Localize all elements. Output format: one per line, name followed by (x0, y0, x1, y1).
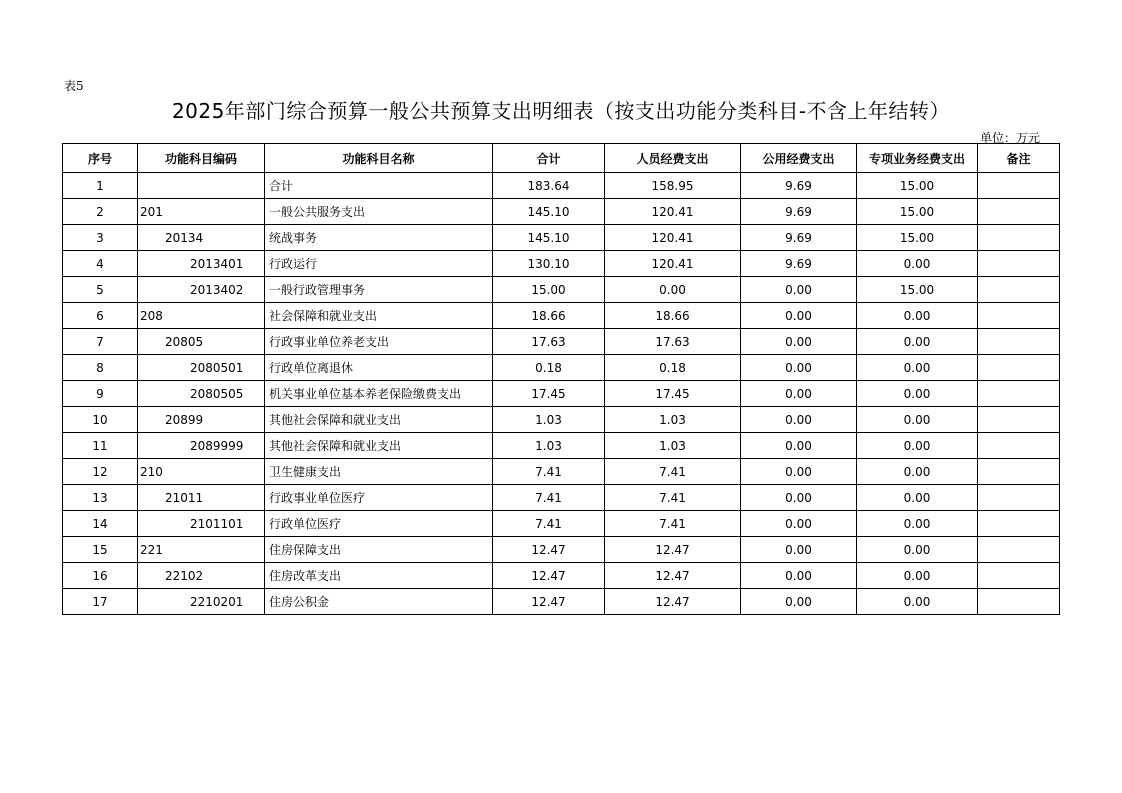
table-row (63, 303, 1060, 329)
cell-name: 其他社会保障和就业支出 (265, 407, 493, 433)
cell-personnel: 120.41 (605, 251, 741, 277)
cell-total: 15.00 (493, 277, 605, 303)
cell-code: 2080501 (138, 355, 265, 381)
cell-name: 社会保障和就业支出 (265, 303, 493, 329)
cell-public: 0.00 (741, 511, 857, 537)
cell-special: 0.00 (857, 303, 978, 329)
cell-code: 2089999 (138, 433, 265, 459)
cell-remark (978, 407, 1060, 433)
cell-total: 0.18 (493, 355, 605, 381)
cell-total: 7.41 (493, 485, 605, 511)
col-header-seq: 序号 (63, 144, 138, 173)
cell-seq: 12 (63, 459, 138, 485)
cell-personnel: 120.41 (605, 199, 741, 225)
table-label: 表5 (64, 79, 84, 93)
header-row (63, 144, 1060, 173)
cell-personnel: 158.95 (605, 173, 741, 199)
unit-label: 单位：万元 (980, 131, 1041, 145)
cell-seq: 1 (63, 173, 138, 199)
cell-personnel: 12.47 (605, 537, 741, 563)
cell-special: 0.00 (857, 251, 978, 277)
cell-total: 12.47 (493, 537, 605, 563)
cell-total: 1.03 (493, 407, 605, 433)
cell-total: 1.03 (493, 433, 605, 459)
cell-special: 15.00 (857, 199, 978, 225)
cell-total: 130.10 (493, 251, 605, 277)
cell-personnel: 1.03 (605, 407, 741, 433)
table-row (63, 485, 1060, 511)
cell-total: 17.45 (493, 381, 605, 407)
cell-code: 20899 (138, 407, 265, 433)
cell-special: 0.00 (857, 407, 978, 433)
cell-seq: 5 (63, 277, 138, 303)
expenditure-detail-table (62, 143, 1060, 615)
cell-seq: 3 (63, 225, 138, 251)
table-row (63, 563, 1060, 589)
cell-public: 0.00 (741, 485, 857, 511)
cell-name: 行政单位离退休 (265, 355, 493, 381)
table-row (63, 537, 1060, 563)
cell-seq: 9 (63, 381, 138, 407)
col-header-name: 功能科目名称 (265, 144, 493, 173)
table-body (63, 173, 1060, 615)
cell-total: 7.41 (493, 459, 605, 485)
cell-remark (978, 251, 1060, 277)
cell-code: 221 (138, 537, 265, 563)
cell-code: 22102 (138, 563, 265, 589)
cell-personnel: 1.03 (605, 433, 741, 459)
cell-personnel: 0.18 (605, 355, 741, 381)
cell-code: 201 (138, 199, 265, 225)
cell-code: 210 (138, 459, 265, 485)
cell-public: 0.00 (741, 355, 857, 381)
cell-public: 9.69 (741, 199, 857, 225)
cell-name: 住房保障支出 (265, 537, 493, 563)
col-header-personnel: 人员经费支出 (605, 144, 741, 173)
cell-personnel: 17.45 (605, 381, 741, 407)
cell-code: 2013402 (138, 277, 265, 303)
cell-seq: 7 (63, 329, 138, 355)
cell-remark (978, 589, 1060, 615)
col-header-public: 公用经费支出 (741, 144, 857, 173)
cell-remark (978, 199, 1060, 225)
table-row (63, 251, 1060, 277)
cell-remark (978, 277, 1060, 303)
cell-public: 0.00 (741, 459, 857, 485)
cell-public: 0.00 (741, 537, 857, 563)
cell-code: 2080505 (138, 381, 265, 407)
cell-special: 0.00 (857, 563, 978, 589)
cell-code: 20805 (138, 329, 265, 355)
cell-special: 0.00 (857, 485, 978, 511)
cell-seq: 11 (63, 433, 138, 459)
cell-public: 9.69 (741, 225, 857, 251)
cell-name: 其他社会保障和就业支出 (265, 433, 493, 459)
cell-public: 9.69 (741, 251, 857, 277)
cell-total: 7.41 (493, 511, 605, 537)
cell-name: 行政事业单位养老支出 (265, 329, 493, 355)
cell-code (138, 173, 265, 199)
cell-special: 0.00 (857, 381, 978, 407)
cell-personnel: 7.41 (605, 485, 741, 511)
cell-name: 行政运行 (265, 251, 493, 277)
cell-special: 0.00 (857, 355, 978, 381)
cell-public: 0.00 (741, 329, 857, 355)
cell-public: 0.00 (741, 433, 857, 459)
cell-name: 一般公共服务支出 (265, 199, 493, 225)
table-row (63, 277, 1060, 303)
cell-public: 0.00 (741, 563, 857, 589)
cell-remark (978, 485, 1060, 511)
col-header-special: 专项业务经费支出 (857, 144, 978, 173)
col-header-total: 合计 (493, 144, 605, 173)
table-row (63, 329, 1060, 355)
table-row (63, 355, 1060, 381)
cell-total: 12.47 (493, 589, 605, 615)
cell-remark (978, 329, 1060, 355)
cell-seq: 17 (63, 589, 138, 615)
table-row (63, 459, 1060, 485)
col-header-code: 功能科目编码 (138, 144, 265, 173)
table-row (63, 433, 1060, 459)
cell-remark (978, 563, 1060, 589)
cell-remark (978, 355, 1060, 381)
cell-total: 145.10 (493, 199, 605, 225)
page-title: 2025年部门综合预算一般公共预算支出明细表（按支出功能分类科目-不含上年结转） (171, 99, 951, 123)
cell-total: 183.64 (493, 173, 605, 199)
cell-special: 0.00 (857, 589, 978, 615)
cell-remark (978, 381, 1060, 407)
cell-name: 机关事业单位基本养老保险缴费支出 (265, 381, 493, 407)
cell-personnel: 7.41 (605, 459, 741, 485)
cell-remark (978, 459, 1060, 485)
cell-personnel: 12.47 (605, 589, 741, 615)
cell-special: 0.00 (857, 459, 978, 485)
table-row (63, 173, 1060, 199)
cell-name: 一般行政管理事务 (265, 277, 493, 303)
cell-public: 0.00 (741, 277, 857, 303)
cell-seq: 10 (63, 407, 138, 433)
cell-code: 208 (138, 303, 265, 329)
cell-special: 15.00 (857, 225, 978, 251)
cell-seq: 13 (63, 485, 138, 511)
cell-public: 0.00 (741, 407, 857, 433)
cell-public: 0.00 (741, 589, 857, 615)
cell-special: 0.00 (857, 329, 978, 355)
cell-code: 2013401 (138, 251, 265, 277)
cell-seq: 2 (63, 199, 138, 225)
cell-name: 住房公积金 (265, 589, 493, 615)
col-header-remark: 备注 (978, 144, 1060, 173)
cell-personnel: 0.00 (605, 277, 741, 303)
cell-code: 21011 (138, 485, 265, 511)
cell-public: 0.00 (741, 381, 857, 407)
cell-personnel: 120.41 (605, 225, 741, 251)
cell-remark (978, 303, 1060, 329)
cell-remark (978, 225, 1060, 251)
cell-name: 行政事业单位医疗 (265, 485, 493, 511)
cell-remark (978, 511, 1060, 537)
cell-name: 卫生健康支出 (265, 459, 493, 485)
cell-code: 20134 (138, 225, 265, 251)
cell-personnel: 17.63 (605, 329, 741, 355)
cell-seq: 6 (63, 303, 138, 329)
cell-name: 统战事务 (265, 225, 493, 251)
cell-remark (978, 433, 1060, 459)
cell-seq: 8 (63, 355, 138, 381)
cell-special: 15.00 (857, 277, 978, 303)
cell-total: 12.47 (493, 563, 605, 589)
table-row (63, 199, 1060, 225)
cell-special: 15.00 (857, 173, 978, 199)
cell-remark (978, 537, 1060, 563)
cell-seq: 4 (63, 251, 138, 277)
cell-seq: 14 (63, 511, 138, 537)
table-row (63, 225, 1060, 251)
cell-total: 145.10 (493, 225, 605, 251)
cell-total: 18.66 (493, 303, 605, 329)
cell-special: 0.00 (857, 537, 978, 563)
cell-total: 17.63 (493, 329, 605, 355)
table-row (63, 381, 1060, 407)
cell-seq: 15 (63, 537, 138, 563)
cell-special: 0.00 (857, 511, 978, 537)
cell-public: 0.00 (741, 303, 857, 329)
cell-remark (978, 173, 1060, 199)
cell-personnel: 12.47 (605, 563, 741, 589)
cell-personnel: 7.41 (605, 511, 741, 537)
table-row (63, 589, 1060, 615)
cell-seq: 16 (63, 563, 138, 589)
cell-special: 0.00 (857, 433, 978, 459)
cell-name: 行政单位医疗 (265, 511, 493, 537)
table-row (63, 407, 1060, 433)
table-row (63, 511, 1060, 537)
cell-name: 合计 (265, 173, 493, 199)
cell-code: 2210201 (138, 589, 265, 615)
cell-personnel: 18.66 (605, 303, 741, 329)
cell-code: 2101101 (138, 511, 265, 537)
cell-name: 住房改革支出 (265, 563, 493, 589)
cell-public: 9.69 (741, 173, 857, 199)
